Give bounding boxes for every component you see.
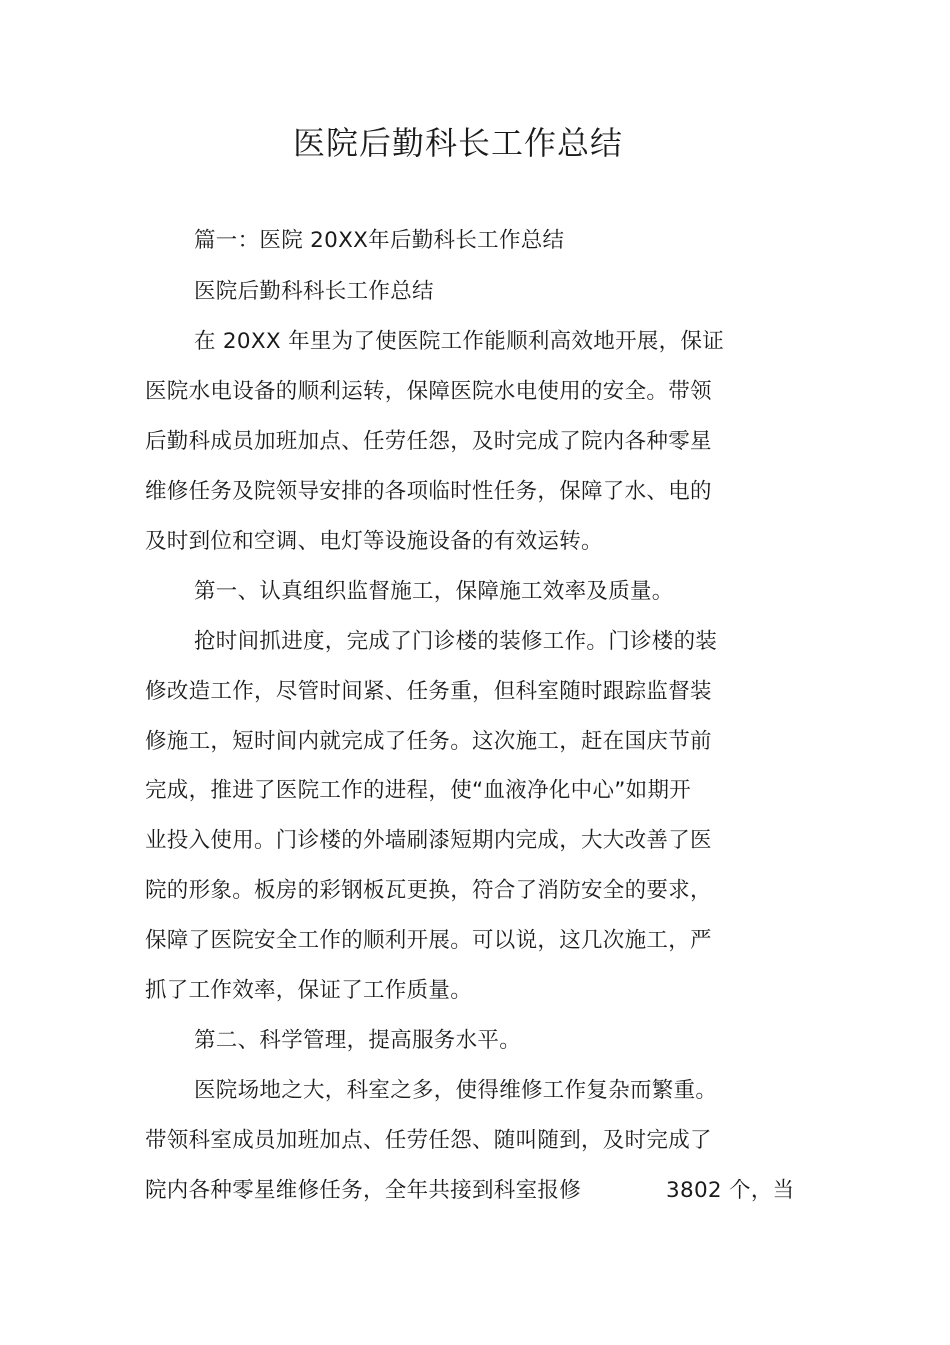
paragraph-line-tail: 3802 个，当: [666, 1178, 795, 1203]
paragraph-line: 带领科室成员加班加点、任劳任怨、随叫随到，及时完成了: [145, 1128, 712, 1153]
subtitle-line: 医院后勤科科长工作总结: [194, 279, 434, 304]
paragraph-line: 在 20XX 年里为了使医院工作能顺利高效地开展，保证: [194, 329, 725, 354]
paragraph-line: 维修任务及院领导安排的各项临时性任务，保障了水、电的: [145, 479, 712, 504]
paragraph-line: 及时到位和空调、电灯等设施设备的有效运转。: [145, 529, 603, 554]
paragraph-line: 抢时间抓进度，完成了门诊楼的装修工作。门诊楼的装: [194, 629, 718, 654]
paragraph-line: 抓了工作效率，保证了工作质量。: [145, 978, 473, 1003]
paragraph-line: 修施工，短时间内就完成了任务。这次施工，赶在国庆节前: [145, 729, 712, 754]
section-heading: 篇一：医院 20XX年后勤科长工作总结: [194, 228, 565, 253]
section-heading: 第二、科学管理，提高服务水平。: [194, 1028, 522, 1053]
document-title: 医院后勤科长工作总结: [292, 124, 623, 162]
paragraph-line: 业投入使用。门诊楼的外墙刷漆短期内完成，大大改善了医: [145, 828, 712, 853]
paragraph-line: 医院场地之大，科室之多，使得维修工作复杂而繁重。: [194, 1078, 718, 1103]
section-heading: 第一、认真组织监督施工，保障施工效率及质量。: [194, 579, 674, 604]
paragraph-line: 保障了医院安全工作的顺利开展。可以说，这几次施工，严: [145, 928, 712, 953]
paragraph-line: 医院水电设备的顺利运转，保障医院水电使用的安全。带领: [145, 379, 712, 404]
paragraph-line: 完成，推进了医院工作的进程，使“血液净化中心”如期开: [145, 778, 692, 803]
paragraph-line: 院内各种零星维修任务，全年共接到科室报修: [145, 1178, 582, 1203]
paragraph-line: 院的形象。板房的彩钢板瓦更换，符合了消防安全的要求，: [145, 878, 712, 903]
paragraph-line: 后勤科成员加班加点、任劳任怨，及时完成了院内各种零星: [145, 429, 712, 454]
paragraph-line: 修改造工作，尽管时间紧、任务重，但科室随时跟踪监督装: [145, 679, 712, 704]
